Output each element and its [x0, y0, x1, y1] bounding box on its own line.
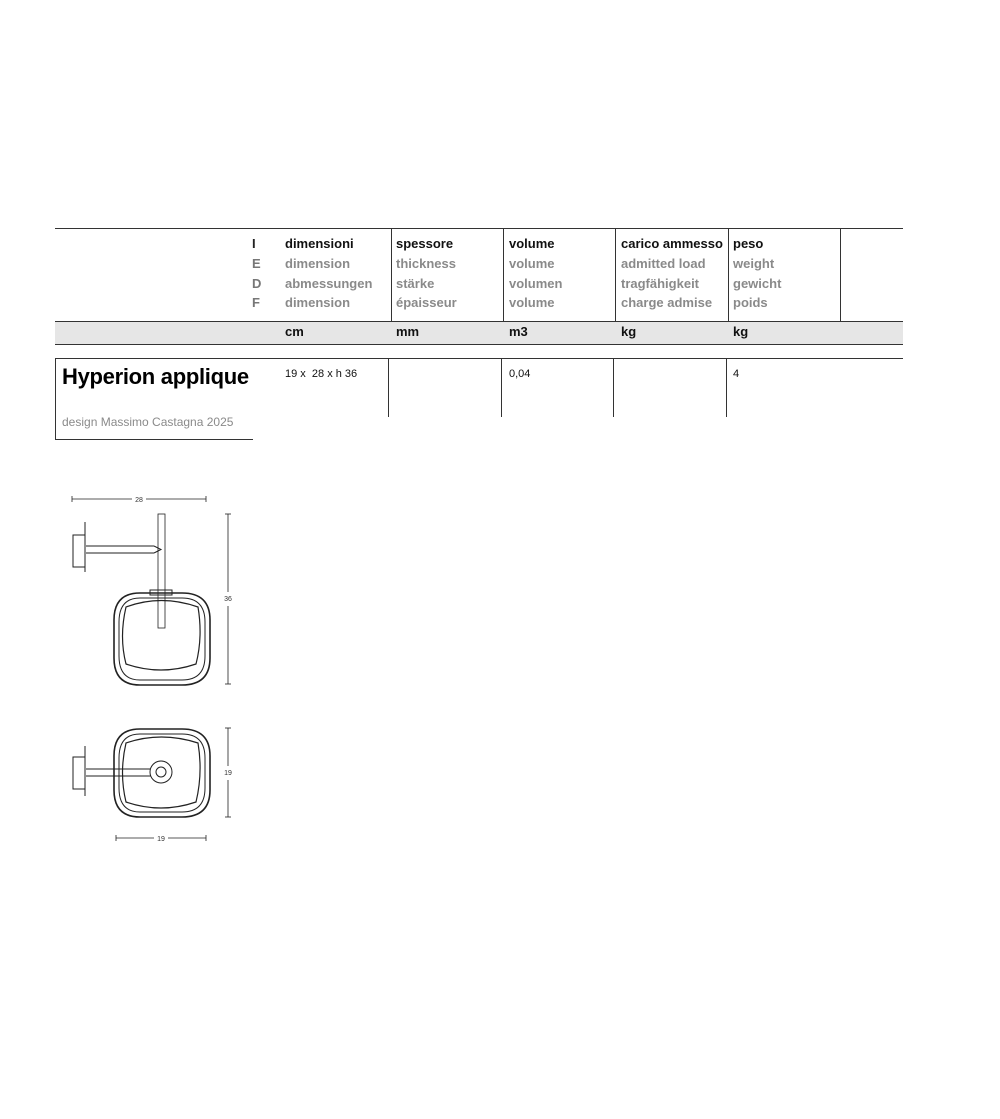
- row-divider-3: [613, 358, 614, 417]
- lang-code-fr: F: [252, 295, 260, 310]
- lang-code-de: D: [252, 276, 262, 291]
- top-view-drawing: [73, 728, 231, 841]
- col-volume-de: volumen: [509, 276, 563, 291]
- col-dimension-it: dimensioni: [285, 236, 354, 251]
- unit-dimension: cm: [285, 324, 304, 339]
- col-thickness-fr: épaisseur: [396, 295, 457, 310]
- col-load-de: tragfähigkeit: [621, 276, 700, 291]
- col-volume-en: volume: [509, 256, 555, 271]
- side-view-height-label: 36: [224, 596, 232, 603]
- header-divider-1: [391, 228, 392, 321]
- top-view-width-label: 19: [157, 836, 165, 843]
- table-top-rule: [55, 228, 903, 229]
- col-weight-fr: poids: [733, 295, 768, 310]
- product-designer: design Massimo Castagna 2025: [62, 415, 234, 429]
- col-thickness-it: spessore: [396, 236, 454, 251]
- col-weight-en: weight: [733, 256, 775, 271]
- row-divider-1: [388, 358, 389, 417]
- row-divider-2: [501, 358, 502, 417]
- product-row-top-rule: [55, 358, 903, 359]
- col-volume-it: volume: [509, 236, 555, 251]
- unit-thickness: mm: [396, 324, 420, 339]
- product-left-border: [55, 358, 56, 440]
- side-view-drawing: [72, 496, 231, 685]
- header-divider-4: [728, 228, 729, 321]
- value-volume: 0,04: [509, 368, 531, 380]
- value-dimension: 19 x 28 x h 36: [285, 368, 358, 380]
- col-thickness-de: stärke: [396, 276, 435, 291]
- col-dimension-en: dimension: [285, 256, 351, 271]
- col-thickness-en: thickness: [396, 256, 456, 271]
- unit-load: kg: [621, 324, 637, 339]
- col-dimension-fr: dimension: [285, 295, 351, 310]
- top-view-depth-label: 19: [224, 770, 232, 777]
- col-load-fr: charge admise: [621, 295, 713, 310]
- product-bottom-rule: [55, 439, 253, 440]
- col-load-en: admitted load: [621, 256, 706, 271]
- col-volume-fr: volume: [509, 295, 555, 310]
- col-weight-it: peso: [733, 236, 764, 251]
- unit-weight: kg: [733, 324, 749, 339]
- header-divider-3: [615, 228, 616, 321]
- col-weight-de: gewicht: [733, 276, 782, 291]
- units-bar: [55, 321, 903, 345]
- lang-code-it: I: [252, 236, 256, 251]
- side-view-width-label: 28: [135, 497, 143, 504]
- product-title: Hyperion applique: [62, 364, 249, 389]
- technical-drawings: [0, 480, 300, 860]
- header-divider-2: [503, 228, 504, 321]
- header-divider-5: [840, 228, 841, 321]
- value-weight: 4: [733, 368, 740, 380]
- col-dimension-de: abmessungen: [285, 276, 373, 291]
- col-load-it: carico ammesso: [621, 236, 723, 251]
- lang-code-en: E: [252, 256, 261, 271]
- unit-volume: m3: [509, 324, 528, 339]
- row-divider-4: [726, 358, 727, 417]
